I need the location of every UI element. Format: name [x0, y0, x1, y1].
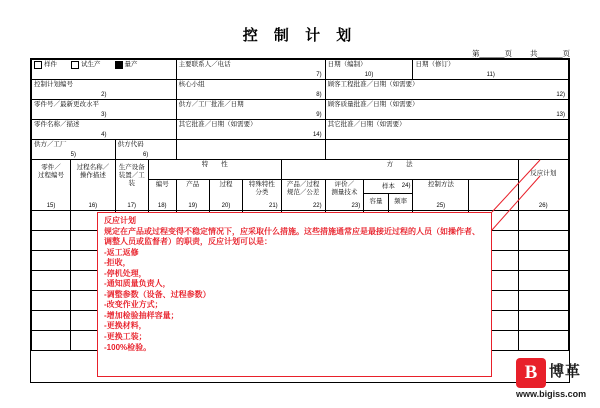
callout-item: -100%检验。 — [104, 342, 152, 352]
field-core-team[interactable]: 核心小组 8) — [176, 80, 325, 100]
callout-item: -通知质量负责人， — [104, 279, 171, 289]
col-reaction-plan: 反应计划 26) — [518, 160, 569, 211]
col-band-characteristics: 特 性 — [148, 160, 281, 180]
field-control-plan-number[interactable]: 控制计划编号 2) — [32, 80, 177, 100]
col-sample-frequency: 频率 — [394, 198, 408, 205]
logo-url: www.bigiss.com — [516, 389, 587, 399]
callout-item: -拒收， — [104, 258, 131, 268]
field-number: 10) — [364, 71, 374, 78]
col-measurement-technique: 评价／ 测量技术 23) — [325, 180, 364, 211]
checkbox-label: 量产 — [124, 61, 138, 68]
callout-title: 反应计划 — [104, 216, 136, 225]
page-number: 第______页 — [471, 49, 512, 58]
field-number: 5) — [70, 151, 76, 158]
field-customer-quality-approval[interactable]: 顾客质量批准／日期（如需要） 13) — [325, 100, 568, 120]
logo-name: 博革 — [549, 363, 582, 380]
callout-item: -返工返修 — [104, 247, 139, 257]
field-supplier-plant-approval[interactable]: 供方／工厂批准／日期 9) — [176, 100, 325, 120]
field-number: 9) — [316, 111, 322, 118]
col-spec-tolerance: 产品／过程 规范／公差 22) — [281, 180, 325, 211]
field-number: 12) — [556, 91, 565, 98]
col-product: 产品 19) — [176, 180, 209, 211]
checkbox-label: 样件 — [44, 61, 57, 68]
callout-item: -增加检验抽样容量； — [104, 310, 179, 320]
field-number: 2) — [101, 91, 107, 98]
field-number: 6) — [142, 151, 149, 158]
callout-item: -更换工装； — [104, 332, 147, 342]
col-process: 过程 20) — [209, 180, 242, 211]
col-sample-size: 容量 — [364, 194, 389, 210]
field-supplier-plant[interactable]: 供方／工厂 5) — [32, 140, 116, 160]
field-date-revised[interactable]: 日期（修订） 11) — [413, 60, 569, 80]
col-sample-group: 样本 24) 容量 频率 — [364, 180, 413, 211]
field-main-contact[interactable]: 主要联系人／电话 7) — [176, 60, 325, 80]
callout-item: -调整参数（设备、过程参数） — [104, 289, 211, 299]
field-number: 8) — [316, 91, 322, 98]
callout-item: -更换材料， — [104, 321, 147, 331]
col-number: 编号 18) — [148, 180, 176, 211]
col-process-name: 过程名称／ 操作描述 16) — [71, 160, 115, 211]
callout-item: -改变作业方式； — [104, 300, 163, 310]
field-supplier-code[interactable]: 供方代码 6) — [115, 140, 176, 160]
field-number: 7) — [316, 71, 322, 78]
page-title: 控 制 计 划 — [242, 27, 358, 44]
logo-mark-icon: B — [516, 358, 546, 388]
field-part-number-change-level[interactable]: 零件号／最新更改水平 3) — [32, 100, 177, 120]
col-band-methods: 方 法 — [281, 160, 518, 180]
field-number: 3) — [101, 111, 107, 118]
watermark-logo — [516, 358, 592, 399]
callout-intro: 规定在产品或过程变得不稳定情况下，应采取什么措施。这些措施通常应是最接近过程的人员（如操作者、调整人员或监督者）的职责，反应计划可以是： — [104, 226, 480, 247]
col-part-process-number: 零件／ 过程编号 15) — [32, 160, 71, 211]
field-number: 4) — [101, 131, 107, 138]
col-machine-device: 生产设备 装置／工装 17) — [115, 160, 148, 211]
checkbox-label: 试生产 — [81, 61, 101, 68]
callout-item: -停机处理， — [104, 268, 147, 278]
field-number: 13) — [556, 111, 565, 118]
field-number: 14) — [312, 131, 322, 138]
col-special-characteristic-class: 特殊特性 分类 21) — [243, 180, 282, 211]
field-other-approval-right[interactable]: 其它批准／日期（如需要） — [325, 120, 568, 140]
field-other-approval-mid[interactable]: 其它批准／日期（如需要） 14) — [176, 120, 325, 140]
field-customer-engineering-approval[interactable]: 顾客工程批准／日期（如需要） 12) — [325, 80, 568, 100]
field-number: 11) — [486, 71, 495, 78]
page-total: 共______页 — [529, 49, 570, 58]
field-part-name-description[interactable]: 零件名称／描述 4) — [32, 120, 177, 140]
col-control-method: 控制方法 25) — [413, 180, 469, 211]
field-date-prepared[interactable]: 日期（编制） 10) — [325, 60, 413, 80]
